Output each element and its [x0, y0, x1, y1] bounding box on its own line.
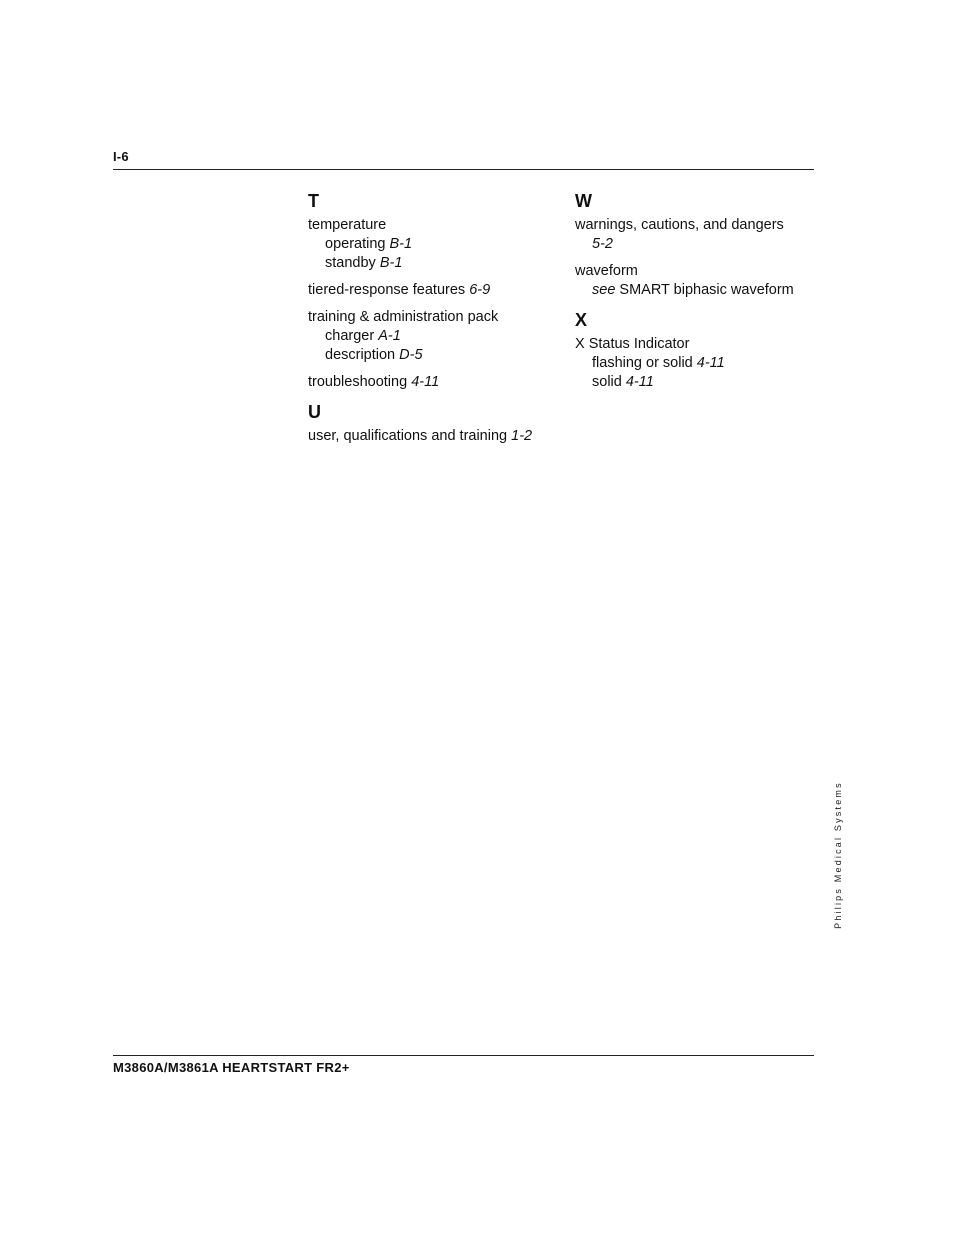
footer-rule: [113, 1055, 814, 1056]
index-column-left: [308, 189, 558, 454]
index-section-x: [575, 308, 815, 392]
entry-subterm: standby B-1: [325, 255, 403, 271]
page-ref: 4-11: [625, 374, 654, 390]
section-letter: W: [575, 191, 592, 211]
index-entry: [308, 427, 558, 446]
header-rule: [113, 169, 814, 170]
entry-term: warnings, cautions, and dangers: [575, 217, 784, 233]
entry-term: user, qualifications and training 1-2: [308, 428, 533, 444]
entry-term: X Status Indicator: [575, 336, 690, 352]
index-column-right: [575, 189, 815, 400]
section-letter: U: [308, 402, 321, 422]
side-label-text: Philips Medical Systems: [833, 781, 843, 929]
index-entry: [575, 335, 815, 392]
index-section-w: [575, 189, 815, 300]
section-letter: T: [308, 191, 319, 211]
see-prefix: see: [592, 282, 616, 298]
index-entry: [575, 216, 815, 254]
entry-term: training & administration pack: [308, 309, 499, 325]
page-ref: 1-2: [511, 428, 533, 444]
entry-subterm: description D-5: [325, 347, 423, 363]
see-reference: [575, 281, 815, 300]
index-section-u: [308, 400, 558, 446]
index-entry: [575, 262, 815, 300]
page-number: I-6: [113, 149, 129, 164]
see-target: SMART biphasic waveform: [619, 282, 794, 298]
entry-term: troubleshooting 4-11: [308, 374, 440, 390]
entry-term: tiered-response features 6-9: [308, 282, 491, 298]
index-section-t: [308, 189, 558, 392]
footer-title: M3860A/M3861A HEARTSTART FR2+: [113, 1060, 350, 1075]
page-ref: D-5: [399, 347, 423, 363]
entry-subterm: solid 4-11: [592, 374, 654, 390]
index-entry: [308, 373, 558, 392]
page-ref: 4-11: [696, 355, 725, 371]
page-ref: B-1: [389, 236, 413, 252]
index-entry: [308, 216, 558, 273]
entry-term: temperature: [308, 217, 387, 233]
page-ref: 4-11: [411, 374, 440, 390]
page-ref: A-1: [378, 328, 401, 344]
entry-subterm: [575, 235, 815, 254]
index-entry: [308, 308, 558, 365]
entry-subterm: charger A-1: [325, 328, 401, 344]
page-ref: 6-9: [469, 282, 491, 298]
page-ref: 5-2: [592, 236, 613, 252]
entry-subterm: flashing or solid 4-11: [592, 355, 725, 371]
index-entry: [308, 281, 558, 300]
entry-term: waveform: [575, 263, 638, 279]
page-ref: B-1: [379, 255, 403, 271]
entry-subterm: operating B-1: [325, 236, 413, 252]
section-letter: X: [575, 310, 588, 330]
